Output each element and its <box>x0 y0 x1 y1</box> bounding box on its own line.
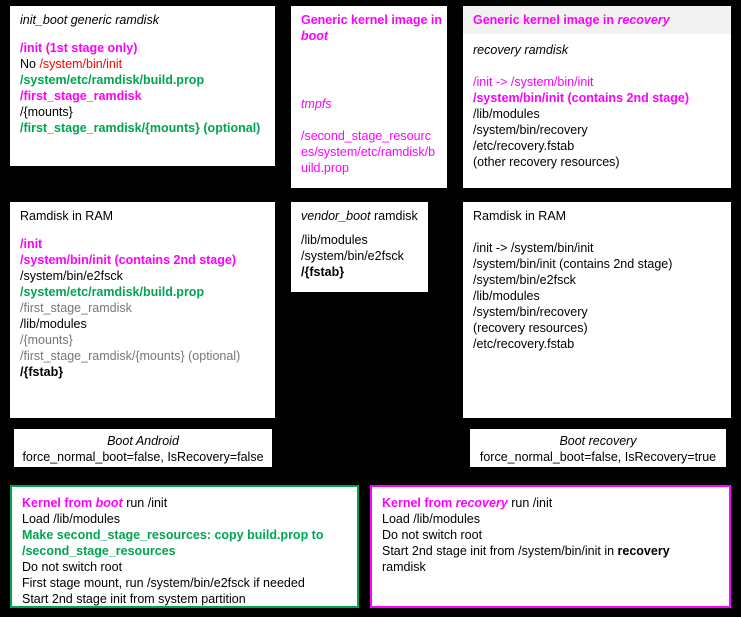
line-r-e2fsck: /system/bin/e2fsck <box>473 273 576 287</box>
ramdisk-ram-right-header: Ramdisk in RAM <box>473 209 567 223</box>
generic-recovery-header-band <box>463 6 731 34</box>
box-generic-kernel-image-boot <box>291 6 447 188</box>
box-init-boot-generic-ramdisk <box>10 6 275 166</box>
line-r-system-bin-recovery: /system/bin/recovery <box>473 305 588 319</box>
box-generic-kernel-image-recovery <box>463 6 731 188</box>
line-init-first-stage: /init (1st stage only) <box>20 41 138 55</box>
line-fstab-left: /{fstab} <box>20 365 64 379</box>
generic-recovery-header-line2: recovery <box>617 13 670 27</box>
line-init-symlink: /init -> /system/bin/init <box>473 75 594 89</box>
line-vendor-fstab: /{fstab} <box>301 265 345 279</box>
boot-android-title: Boot Android <box>107 434 179 448</box>
boot-recovery-flags: force_normal_boot=false, IsRecovery=true <box>479 450 717 464</box>
vendor-boot-header <box>291 202 428 226</box>
box-generic-boot-header <box>291 6 447 48</box>
line-r-etc-recovery-fstab: /etc/recovery.fstab <box>473 337 575 351</box>
box-init-boot-header: init_boot generic ramdisk <box>20 13 159 27</box>
kernel-recovery-start-bold: recovery <box>617 544 670 558</box>
line-r-lib-modules: /lib/modules <box>473 289 540 303</box>
box-kernel-from-boot <box>10 485 359 608</box>
kernel-recovery-start-2nd-stage <box>382 543 719 559</box>
kernel-recovery-no-switch-root: Do not switch root <box>382 528 483 542</box>
line-mounts-gray: /{mounts} <box>20 333 73 347</box>
line-ramdisk-buildprop: /system/etc/ramdisk/build.prop <box>20 73 205 87</box>
line-e2fsck: /system/bin/e2fsck <box>20 269 123 283</box>
box-init-boot-content <box>10 30 275 144</box>
kernel-boot-title-prefix: Kernel from <box>22 496 96 510</box>
kernel-boot-first-stage-mount: First stage mount, run /system/bin/e2fsck if needed <box>22 576 305 590</box>
vendor-boot-header-rest: ramdisk <box>370 209 418 223</box>
line-buildprop: /system/etc/ramdisk/build.prop <box>20 285 205 299</box>
box-boot-android <box>14 429 272 467</box>
kernel-boot-load-modules: Load /lib/modules <box>22 512 120 526</box>
ramdisk-ram-left-header: Ramdisk in RAM <box>20 209 114 223</box>
kernel-boot-title-source: boot <box>95 496 123 510</box>
kernel-recovery-title <box>382 495 719 511</box>
line-second-stage-resources: /second_stage_resources/system/etc/ramdisk/build.prop <box>301 129 436 175</box>
kernel-boot-title-suffix: run /init <box>122 496 168 510</box>
generic-boot-header-line2: boot <box>301 29 329 43</box>
box-kernel-from-recovery <box>370 485 731 608</box>
line-system-bin-init-2nd: /system/bin/init (contains 2nd stage) <box>473 91 690 105</box>
box-generic-boot-content <box>291 48 447 176</box>
line-first-stage-mounts-gray: /first_stage_ramdisk/{mounts} (optional) <box>20 349 241 363</box>
boot-recovery-title: Boot recovery <box>559 434 637 448</box>
no-path: /system/bin/init <box>39 57 123 71</box>
kernel-recovery-start-prefix: Start 2nd stage init from /system/bin/init in <box>382 544 618 558</box>
kernel-recovery-content <box>372 487 729 583</box>
kernel-boot-make-ssr-2: /second_stage_resources <box>22 544 176 558</box>
kernel-recovery-title-source: recovery <box>455 496 508 510</box>
line-first-stage-ramdisk-mounts: /first_stage_ramdisk/{mounts} (optional) <box>20 121 261 135</box>
kernel-recovery-ramdisk: ramdisk <box>382 560 426 574</box>
box-ramdisk-in-ram-left <box>10 202 275 418</box>
vendor-boot-header-name: vendor_boot <box>301 209 371 223</box>
line-r-recovery-resources: (recovery resources) <box>473 321 588 335</box>
line-vendor-e2fsck: /system/bin/e2fsck <box>301 249 404 263</box>
box-ramdisk-ram-right-content <box>463 226 731 360</box>
kernel-boot-no-switch-root: Do not switch root <box>22 560 123 574</box>
line-tmpfs: tmpfs <box>301 97 332 111</box>
box-ramdisk-in-ram-right <box>463 202 731 418</box>
line-first-stage-ramdisk-gray: /first_stage_ramdisk <box>20 301 132 315</box>
line-first-stage-ramdisk: /first_stage_ramdisk <box>20 89 142 103</box>
line-init: /init <box>20 237 43 251</box>
line-etc-recovery-fstab: /etc/recovery.fstab <box>473 139 575 153</box>
kernel-boot-make-ssr-1: Make second_stage_resources: copy build.prop to <box>22 528 324 542</box>
kernel-boot-start-2nd-stage: Start 2nd stage init from system partition <box>22 592 246 606</box>
generic-boot-header-line1: Generic kernel image in <box>301 13 443 27</box>
box-vendor-boot-ramdisk <box>291 202 428 292</box>
line-r-init-symlink: /init -> /system/bin/init <box>473 241 594 255</box>
line-lib-modules: /lib/modules <box>473 107 540 121</box>
line-r-system-bin-init: /system/bin/init (contains 2nd stage) <box>473 257 673 271</box>
line-vendor-lib-modules: /lib/modules <box>301 233 368 247</box>
boot-recovery-content <box>470 429 726 465</box>
kernel-recovery-load-modules: Load /lib/modules <box>382 512 480 526</box>
boot-android-content <box>14 429 272 465</box>
line-other-recovery-resources: (other recovery resources) <box>473 155 620 169</box>
generic-recovery-header-line1: Generic kernel image in <box>473 13 615 27</box>
box-vendor-boot-content <box>291 226 428 288</box>
line-lib-modules-left: /lib/modules <box>20 317 87 331</box>
line-no-system-bin-init <box>20 56 265 72</box>
line-recovery-ramdisk-label: recovery ramdisk <box>473 43 569 57</box>
box-boot-recovery <box>470 429 726 467</box>
box-generic-recovery-content <box>463 34 731 170</box>
line-mounts: /{mounts} <box>20 105 73 119</box>
no-prefix: No <box>20 57 40 71</box>
kernel-recovery-title-prefix: Kernel from <box>382 496 456 510</box>
box-ramdisk-ram-left-content <box>10 226 275 388</box>
kernel-recovery-title-suffix: run /init <box>507 496 553 510</box>
kernel-boot-content <box>12 487 357 608</box>
line-system-bin-recovery: /system/bin/recovery <box>473 123 588 137</box>
boot-android-flags: force_normal_boot=false, IsRecovery=false <box>22 450 264 464</box>
kernel-boot-title <box>22 495 347 511</box>
line-system-bin-init: /system/bin/init (contains 2nd stage) <box>20 253 237 267</box>
